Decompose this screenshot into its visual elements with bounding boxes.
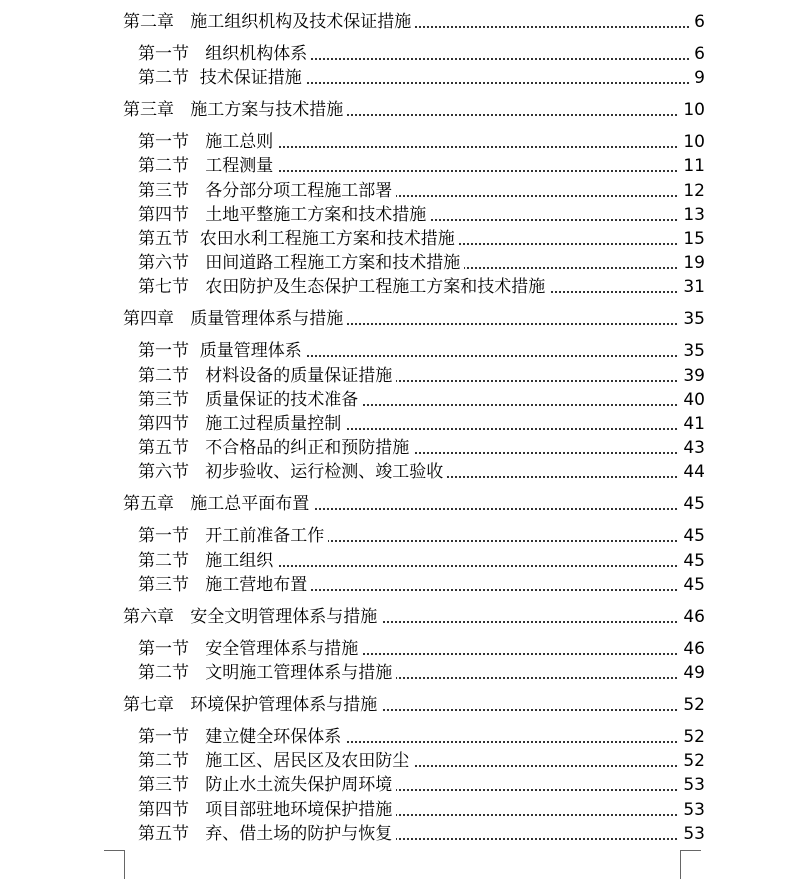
toc-page-number: 46 (679, 637, 705, 661)
toc-entry-title: 第五节 农田水利工程施工方案和技术措施 (138, 227, 459, 251)
toc-entry-title: 第六节 初步验收、运行检测、竣工验收 (138, 460, 447, 484)
toc-entry-title: 第七节 农田防护及生态保护工程施工方案和技术措施 (138, 275, 549, 299)
toc-entry-title: 第四节 施工过程质量控制 (138, 412, 345, 436)
toc-page-number: 9 (690, 66, 705, 90)
toc-page-number: 6 (690, 10, 705, 34)
toc-entry-title: 第三章 施工方案与技术措施 (123, 98, 347, 122)
toc-entry-title: 第一节 安全管理体系与措施 (138, 637, 362, 661)
toc-section-entry[interactable] (0, 388, 793, 412)
crop-mark-right (680, 850, 701, 879)
toc-section-entry[interactable] (0, 524, 793, 548)
toc-page-number: 40 (679, 388, 705, 412)
toc-chapter-entry[interactable] (0, 10, 793, 34)
toc-chapter-entry[interactable] (0, 605, 793, 629)
toc-entry-title: 第四章 质量管理体系与措施 (123, 307, 347, 331)
toc-entry-title: 第一节 质量管理体系 (138, 339, 306, 363)
toc-entry-title: 第一节 建立健全环保体系 (138, 725, 345, 749)
toc-page-number: 19 (679, 251, 705, 275)
toc-page-number: 15 (679, 227, 705, 251)
toc-entry-title: 第二节 材料设备的质量保证措施 (138, 364, 396, 388)
toc-page-number: 12 (679, 179, 705, 203)
toc-entry-title: 第二节 施工组织 (138, 549, 277, 573)
toc-entry-title: 第二节 施工区、居民区及农田防尘 (138, 749, 413, 773)
toc-page-number: 13 (679, 203, 705, 227)
toc-page-number: 52 (679, 749, 705, 773)
toc-entry-title: 第二节 工程测量 (138, 154, 277, 178)
toc-section-entry[interactable] (0, 749, 793, 773)
toc-page-number: 45 (679, 573, 705, 597)
toc-page-number: 10 (679, 98, 705, 122)
toc-page-number: 39 (679, 364, 705, 388)
toc-chapter-entry[interactable] (0, 492, 793, 516)
toc-section-entry[interactable] (0, 275, 793, 299)
toc-section-entry[interactable] (0, 203, 793, 227)
toc-section-entry[interactable] (0, 773, 793, 797)
toc-entry-title: 第七章 环境保护管理体系与措施 (123, 693, 381, 717)
toc-entry-title: 第二节 技术保证措施 (138, 66, 306, 90)
toc-entry-title: 第四节 项目部驻地环境保护措施 (138, 798, 396, 822)
toc-section-entry[interactable] (0, 251, 793, 275)
toc-section-entry[interactable] (0, 822, 793, 846)
toc-section-entry[interactable] (0, 573, 793, 597)
toc-section-entry[interactable] (0, 725, 793, 749)
toc-page-number: 6 (690, 42, 705, 66)
toc-entry-title: 第五节 弃、借土场的防护与恢复 (138, 822, 396, 846)
toc-chapter-entry[interactable] (0, 307, 793, 331)
toc-section-entry[interactable] (0, 130, 793, 154)
toc-section-entry[interactable] (0, 637, 793, 661)
toc-page-number: 53 (679, 773, 705, 797)
toc-page-number: 35 (679, 307, 705, 331)
toc-page-number: 49 (679, 661, 705, 685)
toc-section-entry[interactable] (0, 364, 793, 388)
toc-entry-title: 第三节 质量保证的技术准备 (138, 388, 362, 412)
toc-section-entry[interactable] (0, 154, 793, 178)
toc-entry-title: 第五章 施工总平面布置 (123, 492, 313, 516)
toc-entry-title: 第一节 组织机构体系 (138, 42, 311, 66)
toc-entry-title: 第四节 土地平整施工方案和技术措施 (138, 203, 430, 227)
toc-section-entry[interactable] (0, 549, 793, 573)
toc-section-entry[interactable] (0, 66, 793, 90)
toc-entry-title: 第二节 文明施工管理体系与措施 (138, 661, 396, 685)
toc-page-number: 52 (679, 725, 705, 749)
toc-section-entry[interactable] (0, 436, 793, 460)
toc-page-number: 53 (679, 822, 705, 846)
toc-entry-title: 第六章 安全文明管理体系与措施 (123, 605, 381, 629)
toc-entry-title: 第一节 施工总则 (138, 130, 277, 154)
toc-page-number: 53 (679, 798, 705, 822)
toc-section-entry[interactable] (0, 227, 793, 251)
crop-mark-left (104, 850, 125, 879)
toc-page-number: 10 (679, 130, 705, 154)
toc-chapter-entry[interactable] (0, 693, 793, 717)
toc-page-number: 43 (679, 436, 705, 460)
toc-page-number: 45 (679, 524, 705, 548)
toc-entry-title: 第一节 开工前准备工作 (138, 524, 328, 548)
toc-section-entry[interactable] (0, 179, 793, 203)
toc-entry-title: 第六节 田间道路工程施工方案和技术措施 (138, 251, 464, 275)
toc-page-number: 44 (679, 460, 705, 484)
toc-section-entry[interactable] (0, 661, 793, 685)
toc-section-entry[interactable] (0, 798, 793, 822)
toc-entry-title: 第五节 不合格品的纠正和预防措施 (138, 436, 413, 460)
toc-chapter-entry[interactable] (0, 98, 793, 122)
toc-page-number: 52 (679, 693, 705, 717)
toc-section-entry[interactable] (0, 460, 793, 484)
toc-page-number: 45 (679, 549, 705, 573)
toc-section-entry[interactable] (0, 42, 793, 66)
toc-entry-title: 第二章 施工组织机构及技术保证措施 (123, 10, 415, 34)
toc-section-entry[interactable] (0, 412, 793, 436)
toc-page-number: 35 (679, 339, 705, 363)
toc-page-number: 45 (679, 492, 705, 516)
toc-section-entry[interactable] (0, 339, 793, 363)
toc-page-number: 11 (679, 154, 705, 178)
toc-page-number: 41 (679, 412, 705, 436)
toc-entry-title: 第三节 施工营地布置 (138, 573, 311, 597)
toc-page-number: 46 (679, 605, 705, 629)
toc-entry-title: 第三节 各分部分项工程施工部署 (138, 179, 396, 203)
toc-entry-title: 第三节 防止水土流失保护周环境 (138, 773, 396, 797)
toc-page-number: 31 (679, 275, 705, 299)
